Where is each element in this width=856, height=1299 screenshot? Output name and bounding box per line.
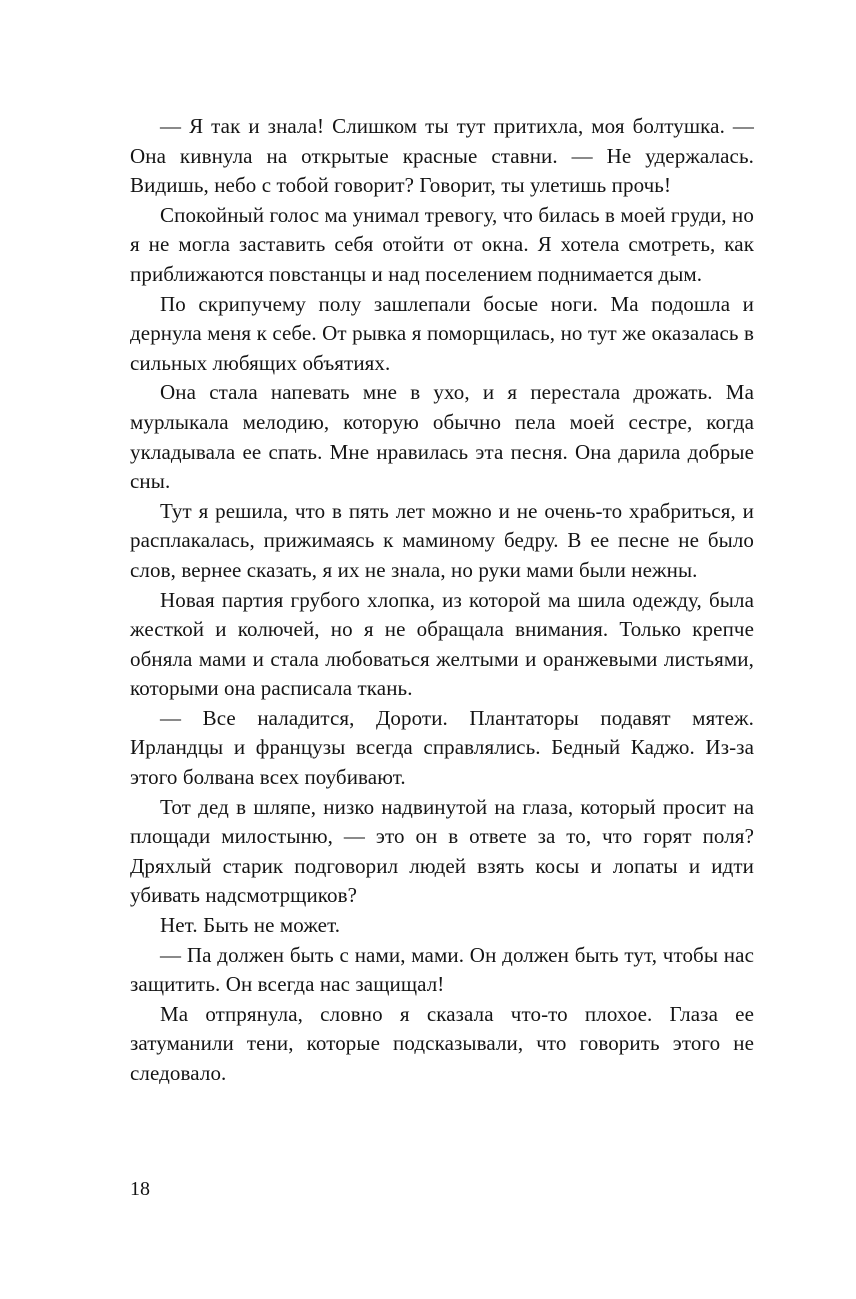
paragraph: По скрипучему полу зашлепали босые ноги. Ма подошла и дернула меня к себе. От рывка я поморщилась, но тут же оказалась в сильных любящих объятиях. xyxy=(130,291,754,375)
paragraph: Тот дед в шляпе, низко надвинутой на глаза, который просит на площади милостыню, — это он в ответе за то, что горят поля? Дряхлый старик подговорил людей взять косы и лопаты и идти убивать надсмотрщиков? xyxy=(130,794,754,908)
paragraph: — Я так и знала! Слишком ты тут притихла, моя болтушка. — Она кивнула на открытые красные ставни. — Не удержалась. Видишь, небо с тобой говорит? Говорит, ты улетишь прочь! xyxy=(130,114,754,198)
paragraph: — Все наладится, Дороти. Плантаторы подавят мятеж. Ирландцы и французы всегда справлялись. Бедный Каджо. Из-за этого болвана всех поубивают. xyxy=(130,705,754,790)
paragraph: Тут я решила, что в пять лет можно и не очень-то храбриться, и расплакалась, прижимаясь к маминому бедру. В ее песне не было слов, вернее сказать, я их не знала, но руки мами были нежны. xyxy=(130,498,754,582)
paragraph: Спокойный голос ма унимал тревогу, что билась в моей груди, но я не могла заставить себя отойти от окна. Я хотела смотреть, как приближаются повстанцы и над поселением поднимается дым. xyxy=(130,202,754,286)
paragraph: — Па должен быть с нами, мами. Он должен быть тут, чтобы нас защитить. Он всегда нас защищал! xyxy=(130,942,754,997)
paragraph: Новая партия грубого хлопка, из которой ма шила одежду, была жесткой и колючей, но я не обращала внимания. Только крепче обняла мами и стала любоваться желтыми и оранжевыми листьями, которыми она расписала ткань. xyxy=(130,587,754,701)
page-number: 18 xyxy=(130,1178,150,1200)
paragraph: Она стала напевать мне в ухо, и я перестала дрожать. Ма мурлыкала мелодию, которую обычно пела моей сестре, когда укладывала ее спать. Мне нравилась эта песня. Она дарила добрые сны. xyxy=(130,380,754,494)
paragraph: Ма отпрянула, словно я сказала что-то плохое. Глаза ее затуманили тени, которые подсказывали, что говорить этого не следовало. xyxy=(130,1001,754,1085)
paragraph: Нет. Быть не может. xyxy=(160,913,341,938)
text-block xyxy=(130,112,754,1089)
